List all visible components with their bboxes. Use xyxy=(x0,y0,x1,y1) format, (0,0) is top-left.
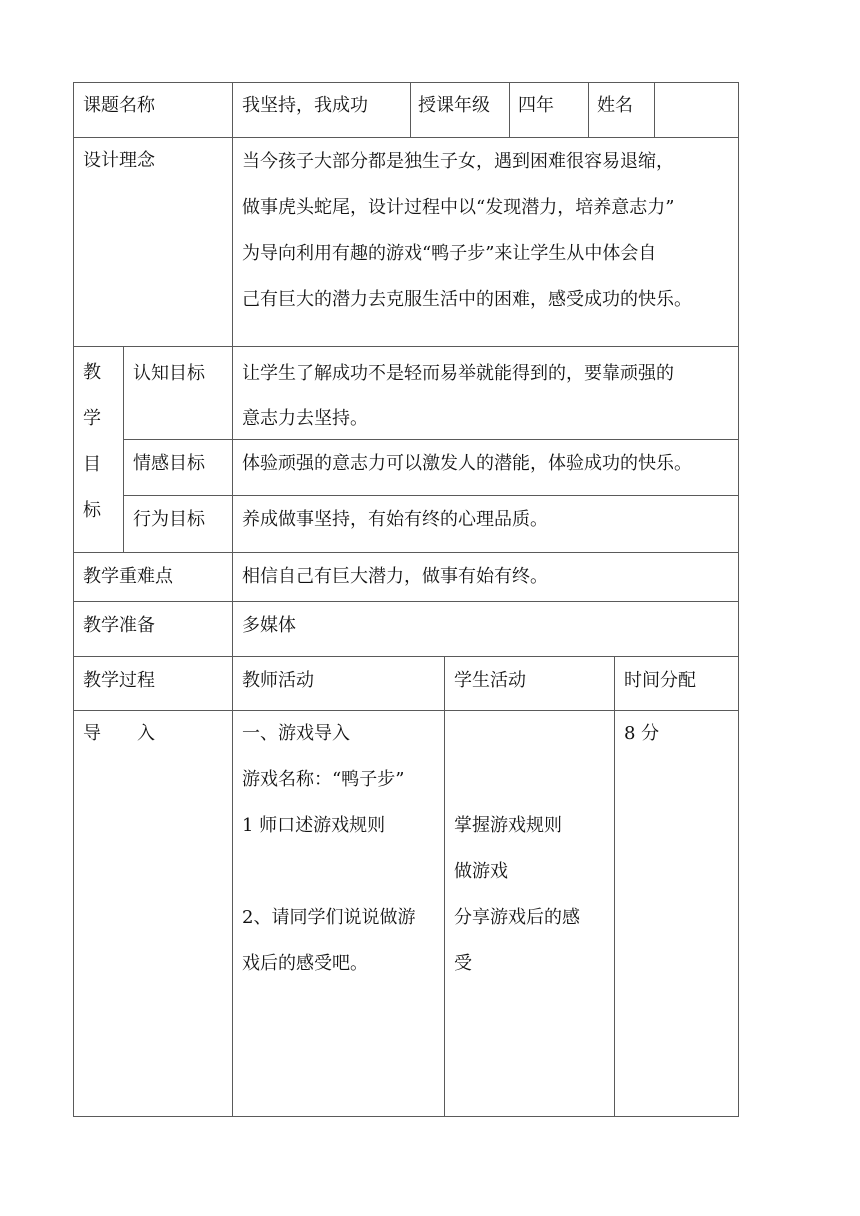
design-line: 己有巨大的潜力去克服生活中的困难，感受成功的快乐。 xyxy=(242,289,692,310)
col-line-left xyxy=(73,82,74,1117)
col-line-grade-left xyxy=(410,82,411,137)
row-line-1 xyxy=(73,137,739,138)
cognitive-goal-label: 认知目标 xyxy=(133,363,205,384)
teacher-activity-line: 1 师口述游戏规则 xyxy=(242,815,386,836)
goals-label-char: 目 xyxy=(83,454,101,475)
behavioral-goal-label: 行为目标 xyxy=(133,509,205,530)
grade-value: 四年 xyxy=(518,95,554,116)
teacher-activity-header: 教师活动 xyxy=(242,670,314,691)
emotional-goal-text: 体验顽强的意志力可以激发人的潜能，体验成功的快乐。 xyxy=(242,453,692,474)
stage-label: 导 入 xyxy=(83,723,155,744)
preparation-text: 多媒体 xyxy=(242,615,296,636)
teacher-activity-text-a xyxy=(242,711,404,849)
col-line-name-right xyxy=(654,82,655,137)
goals-label-char: 标 xyxy=(83,500,101,521)
student-activity-text-a xyxy=(454,803,562,895)
cognitive-goal-text xyxy=(242,351,674,441)
row-line-4 xyxy=(73,552,739,553)
student-activity-line: 做游戏 xyxy=(454,861,508,882)
row-line-7 xyxy=(73,710,739,711)
design-label: 设计理念 xyxy=(83,150,155,171)
key-points-label: 教学重难点 xyxy=(83,566,173,587)
preparation-label: 教学准备 xyxy=(83,615,155,636)
design-line: 当今孩子大部分都是独生子女，遇到困难很容易退缩， xyxy=(242,151,674,172)
student-activity-line: 掌握游戏规则 xyxy=(454,815,562,836)
student-activity-text-b xyxy=(454,895,580,987)
col-line-time xyxy=(614,656,615,1117)
teacher-activity-text-b xyxy=(242,895,415,987)
row-line-top xyxy=(73,82,739,83)
row-line-bottom xyxy=(73,1116,739,1117)
topic-label: 课题名称 xyxy=(83,95,155,116)
emotional-goal-label: 情感目标 xyxy=(133,453,205,474)
lesson-plan-table xyxy=(73,82,739,1117)
teacher-activity-line: 2、请同学们说说做游 xyxy=(242,907,416,928)
col-line-right xyxy=(738,82,739,1117)
key-points-text: 相信自己有巨大潜力，做事有始有终。 xyxy=(242,566,548,587)
row-line-3b xyxy=(123,495,739,496)
goals-label-char: 教 xyxy=(83,362,101,383)
behavioral-goal-text: 养成做事坚持，有始有终的心理品质。 xyxy=(242,509,548,530)
process-label: 教学过程 xyxy=(83,670,155,691)
col-line-name-left xyxy=(588,82,589,137)
student-activity-line: 受 xyxy=(454,953,472,974)
cognitive-goal-line: 让学生了解成功不是轻而易举就能得到的，要靠顽强的 xyxy=(242,363,674,384)
time-value: 8 分 xyxy=(624,723,660,744)
row-line-6 xyxy=(73,656,739,657)
teacher-activity-line: 戏后的感受吧。 xyxy=(242,953,368,974)
row-line-2 xyxy=(73,346,739,347)
name-label: 姓名 xyxy=(597,95,633,116)
student-activity-header: 学生活动 xyxy=(454,670,526,691)
row-line-5 xyxy=(73,601,739,602)
teacher-activity-line: 游戏名称：“鸭子步” xyxy=(242,769,405,790)
col-line-label xyxy=(232,82,233,1117)
student-activity-line: 分享游戏后的感 xyxy=(454,907,580,928)
goals-label xyxy=(83,350,101,534)
col-line-goals-split xyxy=(123,346,124,552)
teacher-activity-line: 一、游戏导入 xyxy=(242,723,350,744)
design-line: 做事虎头蛇尾，设计过程中以“发现潜力，培养意志力” xyxy=(242,197,675,218)
goals-label-char: 学 xyxy=(83,408,101,429)
design-line: 为导向利用有趣的游戏“鸭子步”来让学生从中体会自 xyxy=(242,243,657,264)
cognitive-goal-line: 意志力去坚持。 xyxy=(242,408,368,429)
grade-label: 授课年级 xyxy=(418,95,490,116)
col-line-grade-right xyxy=(509,82,510,137)
topic-value: 我坚持，我成功 xyxy=(242,95,368,116)
time-allocation-header: 时间分配 xyxy=(624,670,696,691)
design-text xyxy=(242,139,692,323)
col-line-student xyxy=(444,656,445,1117)
